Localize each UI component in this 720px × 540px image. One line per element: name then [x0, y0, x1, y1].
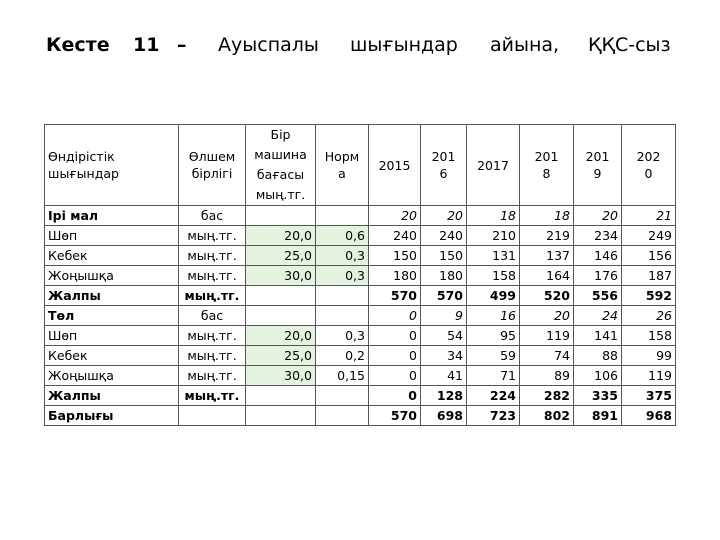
row-name-cell: Төл	[45, 306, 179, 326]
row-year-value-cell: 20	[520, 306, 574, 326]
row-year-value-cell: 150	[369, 246, 421, 266]
row-year-value-cell: 20	[369, 206, 421, 226]
row-name-cell: Жалпы	[45, 386, 179, 406]
row-price-cell: 20,0	[246, 226, 316, 246]
row-price-cell: 20,0	[246, 326, 316, 346]
row-year-value-cell: 71	[467, 366, 520, 386]
row-year-value-cell: 335	[574, 386, 622, 406]
row-norm-cell: 0,2	[316, 346, 369, 366]
row-year-value-cell: 556	[574, 286, 622, 306]
table-row	[45, 326, 676, 346]
table-row	[45, 206, 676, 226]
row-norm-cell: 0,3	[316, 266, 369, 286]
row-year-value-cell: 137	[520, 246, 574, 266]
caption-word-dash: –	[177, 34, 187, 56]
row-year-value-cell: 88	[574, 346, 622, 366]
row-price-cell	[246, 386, 316, 406]
row-year-value-cell: 74	[520, 346, 574, 366]
row-price-cell: 30,0	[246, 266, 316, 286]
row-name-cell: Кебек	[45, 246, 179, 266]
table-row	[45, 266, 676, 286]
row-price-cell: 30,0	[246, 366, 316, 386]
row-year-value-cell: 34	[421, 346, 467, 366]
row-unit-cell: бас	[179, 306, 246, 326]
table-row	[45, 366, 676, 386]
header-unit: Өлшем бірлігі	[179, 125, 246, 206]
row-year-value-cell: 592	[622, 286, 676, 306]
row-norm-cell	[316, 306, 369, 326]
row-year-value-cell: 499	[467, 286, 520, 306]
header-row	[45, 125, 676, 206]
row-year-value-cell: 26	[622, 306, 676, 326]
row-price-cell	[246, 286, 316, 306]
header-year-2020: 202 0	[622, 125, 676, 206]
row-year-value-cell: 89	[520, 366, 574, 386]
row-year-value-cell: 16	[467, 306, 520, 326]
caption-word-vat: ҚҚС-сыз	[588, 34, 671, 56]
row-year-value-cell: 21	[622, 206, 676, 226]
row-year-value-cell: 41	[421, 366, 467, 386]
row-year-value-cell: 802	[520, 406, 574, 426]
row-unit-cell: мың.тг.	[179, 366, 246, 386]
row-norm-cell	[316, 206, 369, 226]
row-year-value-cell: 891	[574, 406, 622, 426]
row-norm-cell	[316, 386, 369, 406]
row-year-value-cell: 375	[622, 386, 676, 406]
table-row	[45, 306, 676, 326]
row-year-value-cell: 224	[467, 386, 520, 406]
row-year-value-cell: 164	[520, 266, 574, 286]
row-year-value-cell: 99	[622, 346, 676, 366]
table-row	[45, 386, 676, 406]
row-year-value-cell: 131	[467, 246, 520, 266]
row-price-cell: 25,0	[246, 246, 316, 266]
table-row	[45, 226, 676, 246]
row-year-value-cell: 0	[369, 366, 421, 386]
header-expenses: Өндірістік шығындар	[45, 125, 179, 206]
row-price-cell	[246, 206, 316, 226]
row-year-value-cell: 570	[369, 286, 421, 306]
row-year-value-cell: 141	[574, 326, 622, 346]
row-year-value-cell: 146	[574, 246, 622, 266]
table-row	[45, 346, 676, 366]
table-row	[45, 286, 676, 306]
row-year-value-cell: 20	[421, 206, 467, 226]
row-year-value-cell: 158	[467, 266, 520, 286]
caption-word-number: 11	[133, 34, 160, 56]
table-row	[45, 246, 676, 266]
row-name-cell: Жалпы	[45, 286, 179, 306]
row-name-cell: Барлығы	[45, 406, 179, 426]
row-name-cell: Шөп	[45, 326, 179, 346]
row-name-cell: Ірі мал	[45, 206, 179, 226]
row-year-value-cell: 176	[574, 266, 622, 286]
row-year-value-cell: 24	[574, 306, 622, 326]
table-caption	[0, 34, 720, 58]
row-year-value-cell: 570	[369, 406, 421, 426]
header-year-2017: 2017	[467, 125, 520, 206]
row-norm-cell	[316, 286, 369, 306]
row-unit-cell: мың.тг.	[179, 226, 246, 246]
caption-word-expenses: шығындар	[350, 34, 458, 56]
row-year-value-cell: 0	[369, 306, 421, 326]
row-year-value-cell: 0	[369, 386, 421, 406]
row-name-cell: Жоңышқа	[45, 366, 179, 386]
header-year-2015: 2015	[369, 125, 421, 206]
row-year-value-cell: 570	[421, 286, 467, 306]
row-unit-cell	[179, 406, 246, 426]
caption-word-variable: Ауыспалы	[218, 34, 319, 56]
row-year-value-cell: 119	[520, 326, 574, 346]
row-norm-cell: 0,3	[316, 326, 369, 346]
row-year-value-cell: 219	[520, 226, 574, 246]
row-year-value-cell: 187	[622, 266, 676, 286]
row-year-value-cell: 106	[574, 366, 622, 386]
row-year-value-cell: 119	[622, 366, 676, 386]
row-year-value-cell: 150	[421, 246, 467, 266]
row-year-value-cell: 520	[520, 286, 574, 306]
row-year-value-cell: 128	[421, 386, 467, 406]
caption-word-table: Кесте	[46, 34, 110, 56]
header-machine-price: Бір машина бағасы мың.тг.	[246, 125, 316, 206]
row-unit-cell: мың.тг.	[179, 246, 246, 266]
row-year-value-cell: 0	[369, 326, 421, 346]
row-year-value-cell: 18	[467, 206, 520, 226]
row-unit-cell: мың.тг.	[179, 346, 246, 366]
row-year-value-cell: 180	[369, 266, 421, 286]
expenses-table	[44, 124, 676, 426]
header-year-2018: 201 8	[520, 125, 574, 206]
row-year-value-cell: 180	[421, 266, 467, 286]
row-year-value-cell: 240	[421, 226, 467, 246]
row-year-value-cell: 18	[520, 206, 574, 226]
row-year-value-cell: 9	[421, 306, 467, 326]
row-price-cell: 25,0	[246, 346, 316, 366]
table-row	[45, 406, 676, 426]
row-name-cell: Жоңышқа	[45, 266, 179, 286]
row-year-value-cell: 158	[622, 326, 676, 346]
row-price-cell	[246, 306, 316, 326]
row-year-value-cell: 698	[421, 406, 467, 426]
row-year-value-cell: 20	[574, 206, 622, 226]
row-year-value-cell: 968	[622, 406, 676, 426]
row-norm-cell	[316, 406, 369, 426]
row-year-value-cell: 249	[622, 226, 676, 246]
row-year-value-cell: 0	[369, 346, 421, 366]
header-norm: Норм а	[316, 125, 369, 206]
row-price-cell	[246, 406, 316, 426]
row-year-value-cell: 210	[467, 226, 520, 246]
row-year-value-cell: 156	[622, 246, 676, 266]
row-year-value-cell: 723	[467, 406, 520, 426]
row-norm-cell: 0,15	[316, 366, 369, 386]
row-year-value-cell: 54	[421, 326, 467, 346]
row-unit-cell: мың.тг.	[179, 326, 246, 346]
row-unit-cell: бас	[179, 206, 246, 226]
row-unit-cell: мың.тг.	[179, 286, 246, 306]
row-norm-cell: 0,3	[316, 246, 369, 266]
row-unit-cell: мың.тг.	[179, 266, 246, 286]
row-name-cell: Кебек	[45, 346, 179, 366]
header-year-2016: 201 6	[421, 125, 467, 206]
row-year-value-cell: 95	[467, 326, 520, 346]
caption-word-monthly: айына,	[490, 34, 560, 56]
row-norm-cell: 0,6	[316, 226, 369, 246]
row-year-value-cell: 240	[369, 226, 421, 246]
row-year-value-cell: 282	[520, 386, 574, 406]
row-unit-cell: мың.тг.	[179, 386, 246, 406]
row-year-value-cell: 234	[574, 226, 622, 246]
row-name-cell: Шөп	[45, 226, 179, 246]
row-year-value-cell: 59	[467, 346, 520, 366]
header-year-2019: 201 9	[574, 125, 622, 206]
